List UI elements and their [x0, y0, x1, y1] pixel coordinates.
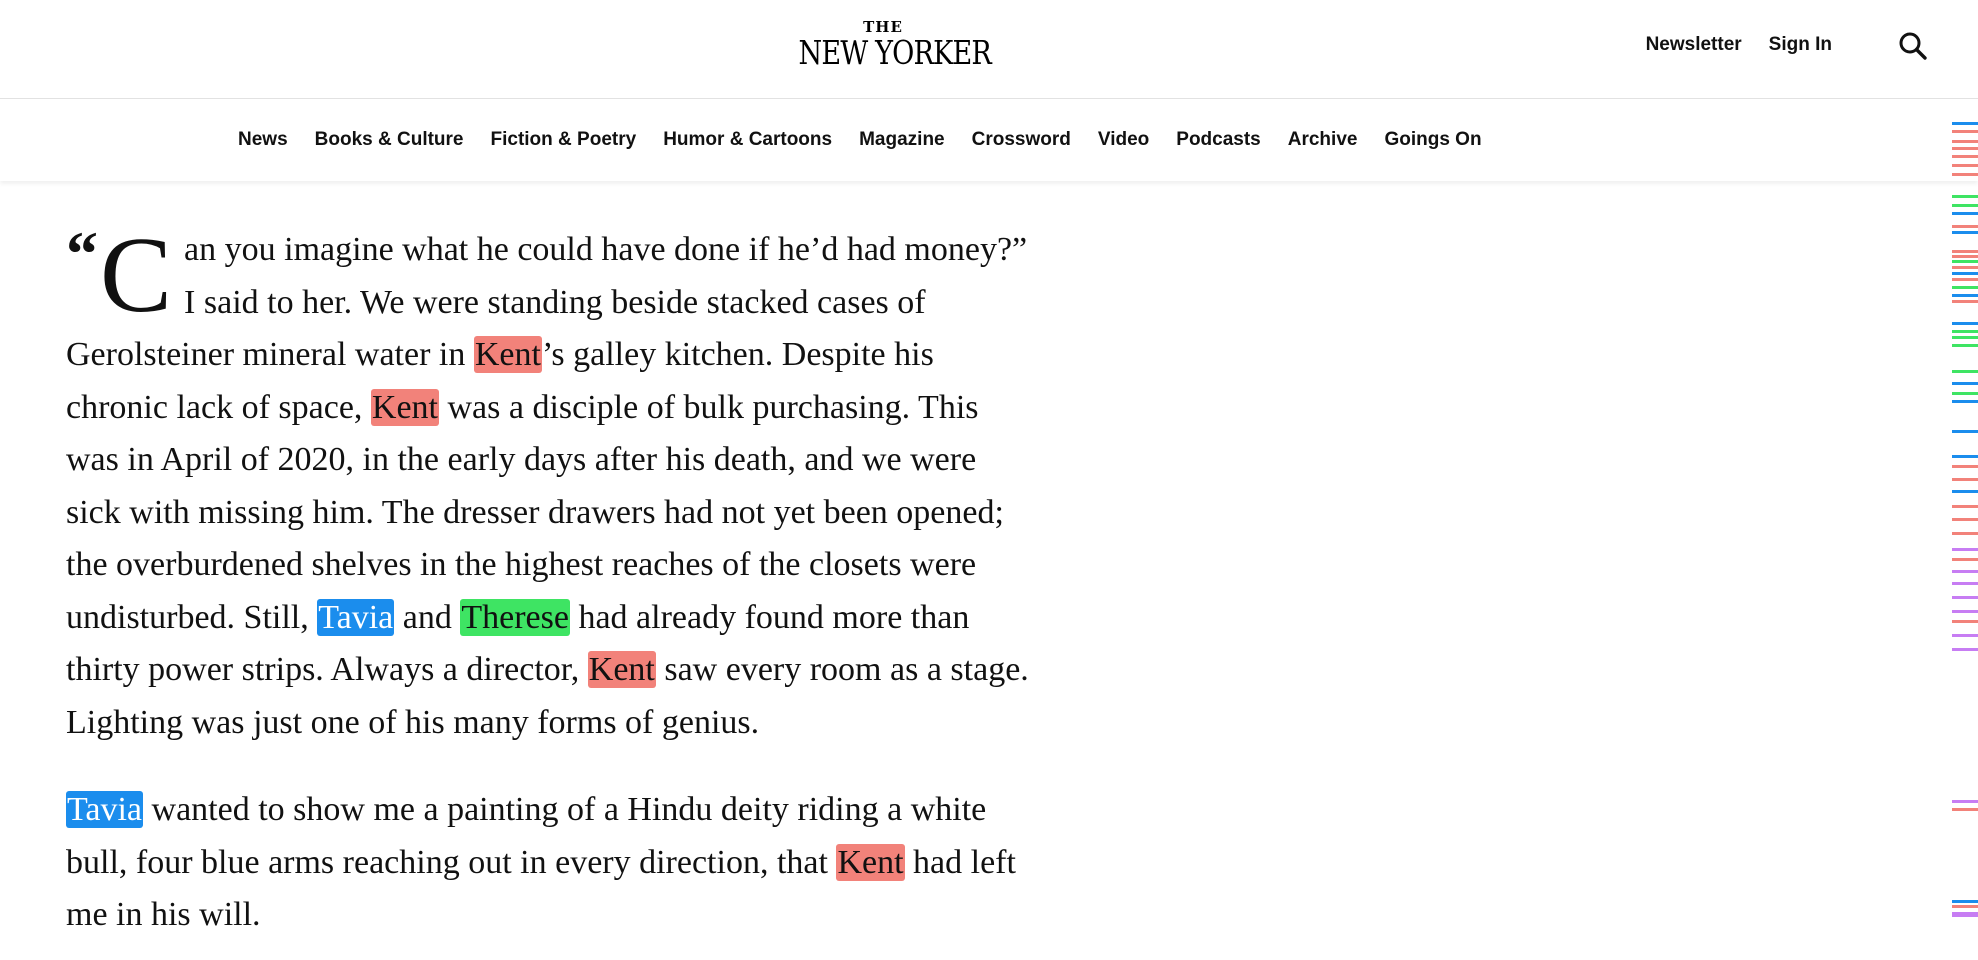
scroll-marker — [1952, 286, 1978, 289]
scroll-marker — [1952, 465, 1978, 468]
new-yorker-logo[interactable] — [780, 18, 991, 74]
scroll-marker — [1952, 250, 1978, 253]
scroll-marker — [1952, 122, 1978, 125]
scroll-marker — [1952, 430, 1978, 433]
scroll-marker — [1952, 532, 1978, 535]
newsletter-link[interactable]: Newsletter — [1645, 34, 1742, 55]
text-run: ’s galley kitchen. Despite his chronic lack of space, — [66, 336, 934, 426]
search-icon — [1897, 30, 1929, 62]
search-button[interactable] — [1897, 30, 1929, 62]
scroll-marker — [1952, 808, 1978, 811]
nav-item-crossword[interactable]: Crossword — [971, 129, 1071, 150]
scroll-marker — [1952, 558, 1978, 561]
text-run: wanted to show me a painting of a Hindu deity riding a white bull, four blue arms reaching out in every direction, that — [66, 791, 987, 881]
scroll-marker — [1952, 204, 1978, 207]
main-nav — [0, 99, 1978, 181]
logo-the: THE — [863, 18, 903, 36]
scroll-marker — [1952, 278, 1978, 281]
scroll-marker — [1952, 912, 1978, 915]
scroll-marker — [1952, 382, 1978, 385]
scroll-marker — [1952, 518, 1978, 521]
scroll-marker — [1952, 140, 1978, 143]
nav-item-video[interactable]: Video — [1097, 129, 1150, 150]
scroll-marker — [1952, 322, 1978, 325]
entity-highlight-kent[interactable]: Kent — [371, 388, 438, 426]
text-run: had already found more than thirty power strips. Always a director, — [66, 598, 970, 688]
scroll-marker — [1952, 266, 1978, 269]
scroll-marker — [1952, 336, 1978, 339]
scroll-marker — [1952, 620, 1978, 623]
scroll-marker — [1952, 370, 1978, 373]
scrollbar-highlight-markers[interactable] — [1950, 100, 1978, 960]
nav-item-books-culture[interactable]: Books & Culture — [314, 129, 464, 150]
scroll-marker — [1952, 272, 1978, 275]
scroll-marker — [1952, 294, 1978, 297]
open-quote: “ — [66, 218, 98, 289]
text-run: was a disciple of bulk purchasing. This was in April of 2020, in the early days after his death, and we were sick with missing him. The dresser drawers had not yet been opened; the overburdened shelves in the highest reaches of the closets were undisturbed. Still, — [66, 388, 1004, 636]
nav-item-archive[interactable]: Archive — [1287, 129, 1358, 150]
entity-highlight-tavia[interactable]: Tavia — [67, 791, 143, 828]
entity-highlight-kent[interactable]: Kent — [837, 843, 904, 881]
entity-highlight-tavia[interactable]: Tavia — [318, 598, 394, 636]
scroll-marker — [1952, 231, 1978, 234]
site-header — [0, 0, 1978, 99]
scroll-marker — [1952, 800, 1978, 803]
article-paragraph-2 — [66, 784, 1036, 942]
scroll-marker — [1952, 582, 1978, 585]
scroll-marker — [1952, 490, 1978, 493]
scroll-marker — [1952, 505, 1978, 508]
article-body — [66, 216, 1036, 942]
scroll-marker — [1952, 225, 1978, 228]
scroll-marker — [1952, 634, 1978, 637]
scroll-marker — [1952, 164, 1978, 167]
text-run: an you imagine what he could have done if he’d had money?” I said to her. We were standing beside stacked cases of Gerolsteiner mineral water in — [66, 231, 1028, 373]
scroll-marker — [1952, 900, 1978, 903]
entity-highlight-kent[interactable]: Kent — [474, 336, 541, 373]
scroll-marker — [1952, 155, 1978, 158]
logo-name: NEW YORKER — [798, 33, 991, 72]
nav-item-news[interactable]: News — [238, 129, 288, 150]
scroll-marker — [1952, 570, 1978, 573]
nav-item-fiction-poetry[interactable]: Fiction & Poetry — [490, 129, 637, 150]
scroll-marker — [1952, 596, 1978, 599]
nav-item-goings-on[interactable]: Goings On — [1384, 129, 1482, 150]
scroll-marker — [1952, 147, 1978, 150]
text-run: and — [394, 598, 461, 636]
scroll-marker — [1952, 173, 1978, 176]
scroll-marker — [1952, 392, 1978, 395]
nav-list — [238, 129, 1482, 151]
article-paragraph-1 — [66, 216, 1036, 749]
scroll-marker — [1952, 260, 1978, 263]
scroll-marker — [1952, 255, 1978, 258]
nav-item-humor-cartoons[interactable]: Humor & Cartoons — [663, 129, 833, 150]
text-run: saw every room as a stage. Lighting was just one of his many forms of genius. — [66, 651, 1029, 741]
scroll-marker — [1952, 548, 1978, 551]
nav-item-podcasts[interactable]: Podcasts — [1176, 129, 1261, 150]
scroll-marker — [1952, 455, 1978, 458]
text-run: had left me in his will. — [66, 843, 1016, 933]
scroll-marker — [1952, 212, 1978, 215]
scroll-marker — [1952, 610, 1978, 613]
header-links — [1646, 34, 1832, 56]
scroll-marker — [1952, 195, 1978, 198]
scroll-marker — [1952, 478, 1978, 481]
entity-highlight-kent[interactable]: Kent — [588, 651, 655, 688]
scroll-marker — [1952, 300, 1978, 303]
scroll-marker — [1952, 130, 1978, 133]
scroll-marker — [1952, 344, 1978, 347]
nav-item-magazine[interactable]: Magazine — [859, 129, 945, 150]
scroll-marker — [1952, 905, 1978, 908]
scroll-marker — [1952, 330, 1978, 333]
scroll-marker — [1952, 648, 1978, 651]
scroll-marker — [1952, 400, 1978, 403]
sign-in-link[interactable]: Sign In — [1768, 34, 1832, 55]
drop-cap: C — [100, 216, 173, 335]
entity-highlight-therese[interactable]: Therese — [461, 598, 569, 636]
